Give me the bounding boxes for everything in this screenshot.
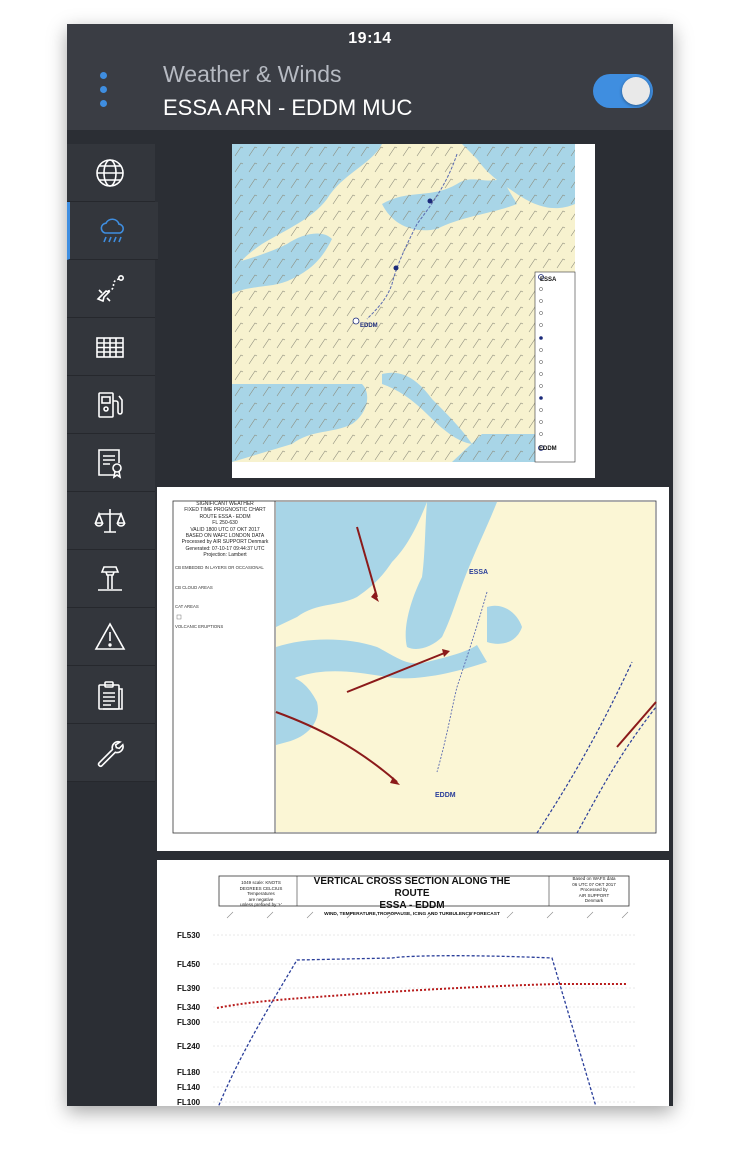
sigwx-chart-panel[interactable] [157,487,669,851]
sidebar-item-weather[interactable] [67,202,158,260]
flight-route-icon [94,273,126,305]
app-header [67,24,673,130]
flight-level-label: FL100 [177,1098,201,1106]
status-bar-time: 19:14 [348,30,392,47]
cross-section-title: VERTICAL CROSS SECTION ALONG THE ROUTE ESSA - EDDM WIND, TEMPERATURE,TROPOPAUSE, ICING AND TURBULENCE FORECAST [313,876,511,917]
fuel-pump-icon [94,389,126,421]
sigwx-essa-label: ESSA [469,569,489,576]
wrench-icon [94,737,126,769]
wind-chart-map [232,144,595,478]
toggle-knob [622,77,650,105]
warning-icon [94,621,126,653]
flight-level-label: FL180 [177,1068,201,1077]
flight-level-label: FL340 [177,1003,201,1012]
sidebar-item-table[interactable] [67,318,155,376]
flight-level-label: FL450 [177,960,201,969]
sigwx-header: SIGNIFICANT WEATHER FIXED TIME PROGNOSTIC CHART ROUTE ESSA - EDDM FL 250-630 VALID 1800 UTC 07 OKT 2017 BASED ON WAFC LONDON DATA Processed by AIR SUPPORT Denmark Generated: 07-10-17 09:44:37 UTC Projection: Lambert [181,501,269,559]
sidebar-item-briefing[interactable] [67,666,155,724]
clipboard-icon [94,679,126,711]
wind-chart-panel[interactable] [232,144,595,478]
control-tower-icon [94,563,126,595]
flight-level-label: FL140 [177,1083,201,1092]
sidebar-item-fuel[interactable] [67,376,155,434]
flight-level-label: FL390 [177,984,201,993]
menu-dots-icon[interactable] [97,70,111,114]
route-end-label: EDDM [360,323,378,329]
sidebar [67,144,155,784]
sidebar-item-balance[interactable] [67,492,155,550]
toggle-switch[interactable] [593,74,653,108]
sigwx-eddm-label: EDDM [435,792,456,799]
certificate-icon [94,447,126,479]
cross-section-right-note: Based on WAFS data 06 UTC 07 OKT 2017 Processed by AIR SUPPORT Denmark [572,876,616,904]
rain-cloud-icon [97,215,129,247]
scale-icon [94,505,126,537]
cross-section-left-note: 1049 scale: KNOTS DEGREES CELCIUS Temperatures are negative unless prefixed by '+' [239,880,283,908]
sidebar-item-globe[interactable] [67,144,155,202]
device-screen [67,24,673,1106]
sidebar-item-route[interactable] [67,260,155,318]
flight-level-label: FL530 [177,931,201,940]
flight-level-label: FL300 [177,1018,201,1027]
sidebar-item-certificate[interactable] [67,434,155,492]
flight-level-label: FL240 [177,1042,201,1051]
legend-start-label: ESSA [540,277,557,283]
sidebar-item-airport[interactable] [67,550,155,608]
sigwx-notes: CB EMBEDED IN LAYERS OR OCCASIONAL CB CLOUD AREAS CAT AREAS VOLCANIC ERUPTIONS [175,565,264,629]
page-title: Weather & Winds [163,61,342,87]
cross-section-panel[interactable] [157,860,669,1106]
route-subtitle: ESSA ARN - EDDM MUC [163,95,413,120]
table-icon [94,331,126,363]
legend-end-label: EDDM [539,446,557,452]
globe-icon [94,157,126,189]
sidebar-item-settings[interactable] [67,724,155,782]
sidebar-item-notam[interactable] [67,608,155,666]
